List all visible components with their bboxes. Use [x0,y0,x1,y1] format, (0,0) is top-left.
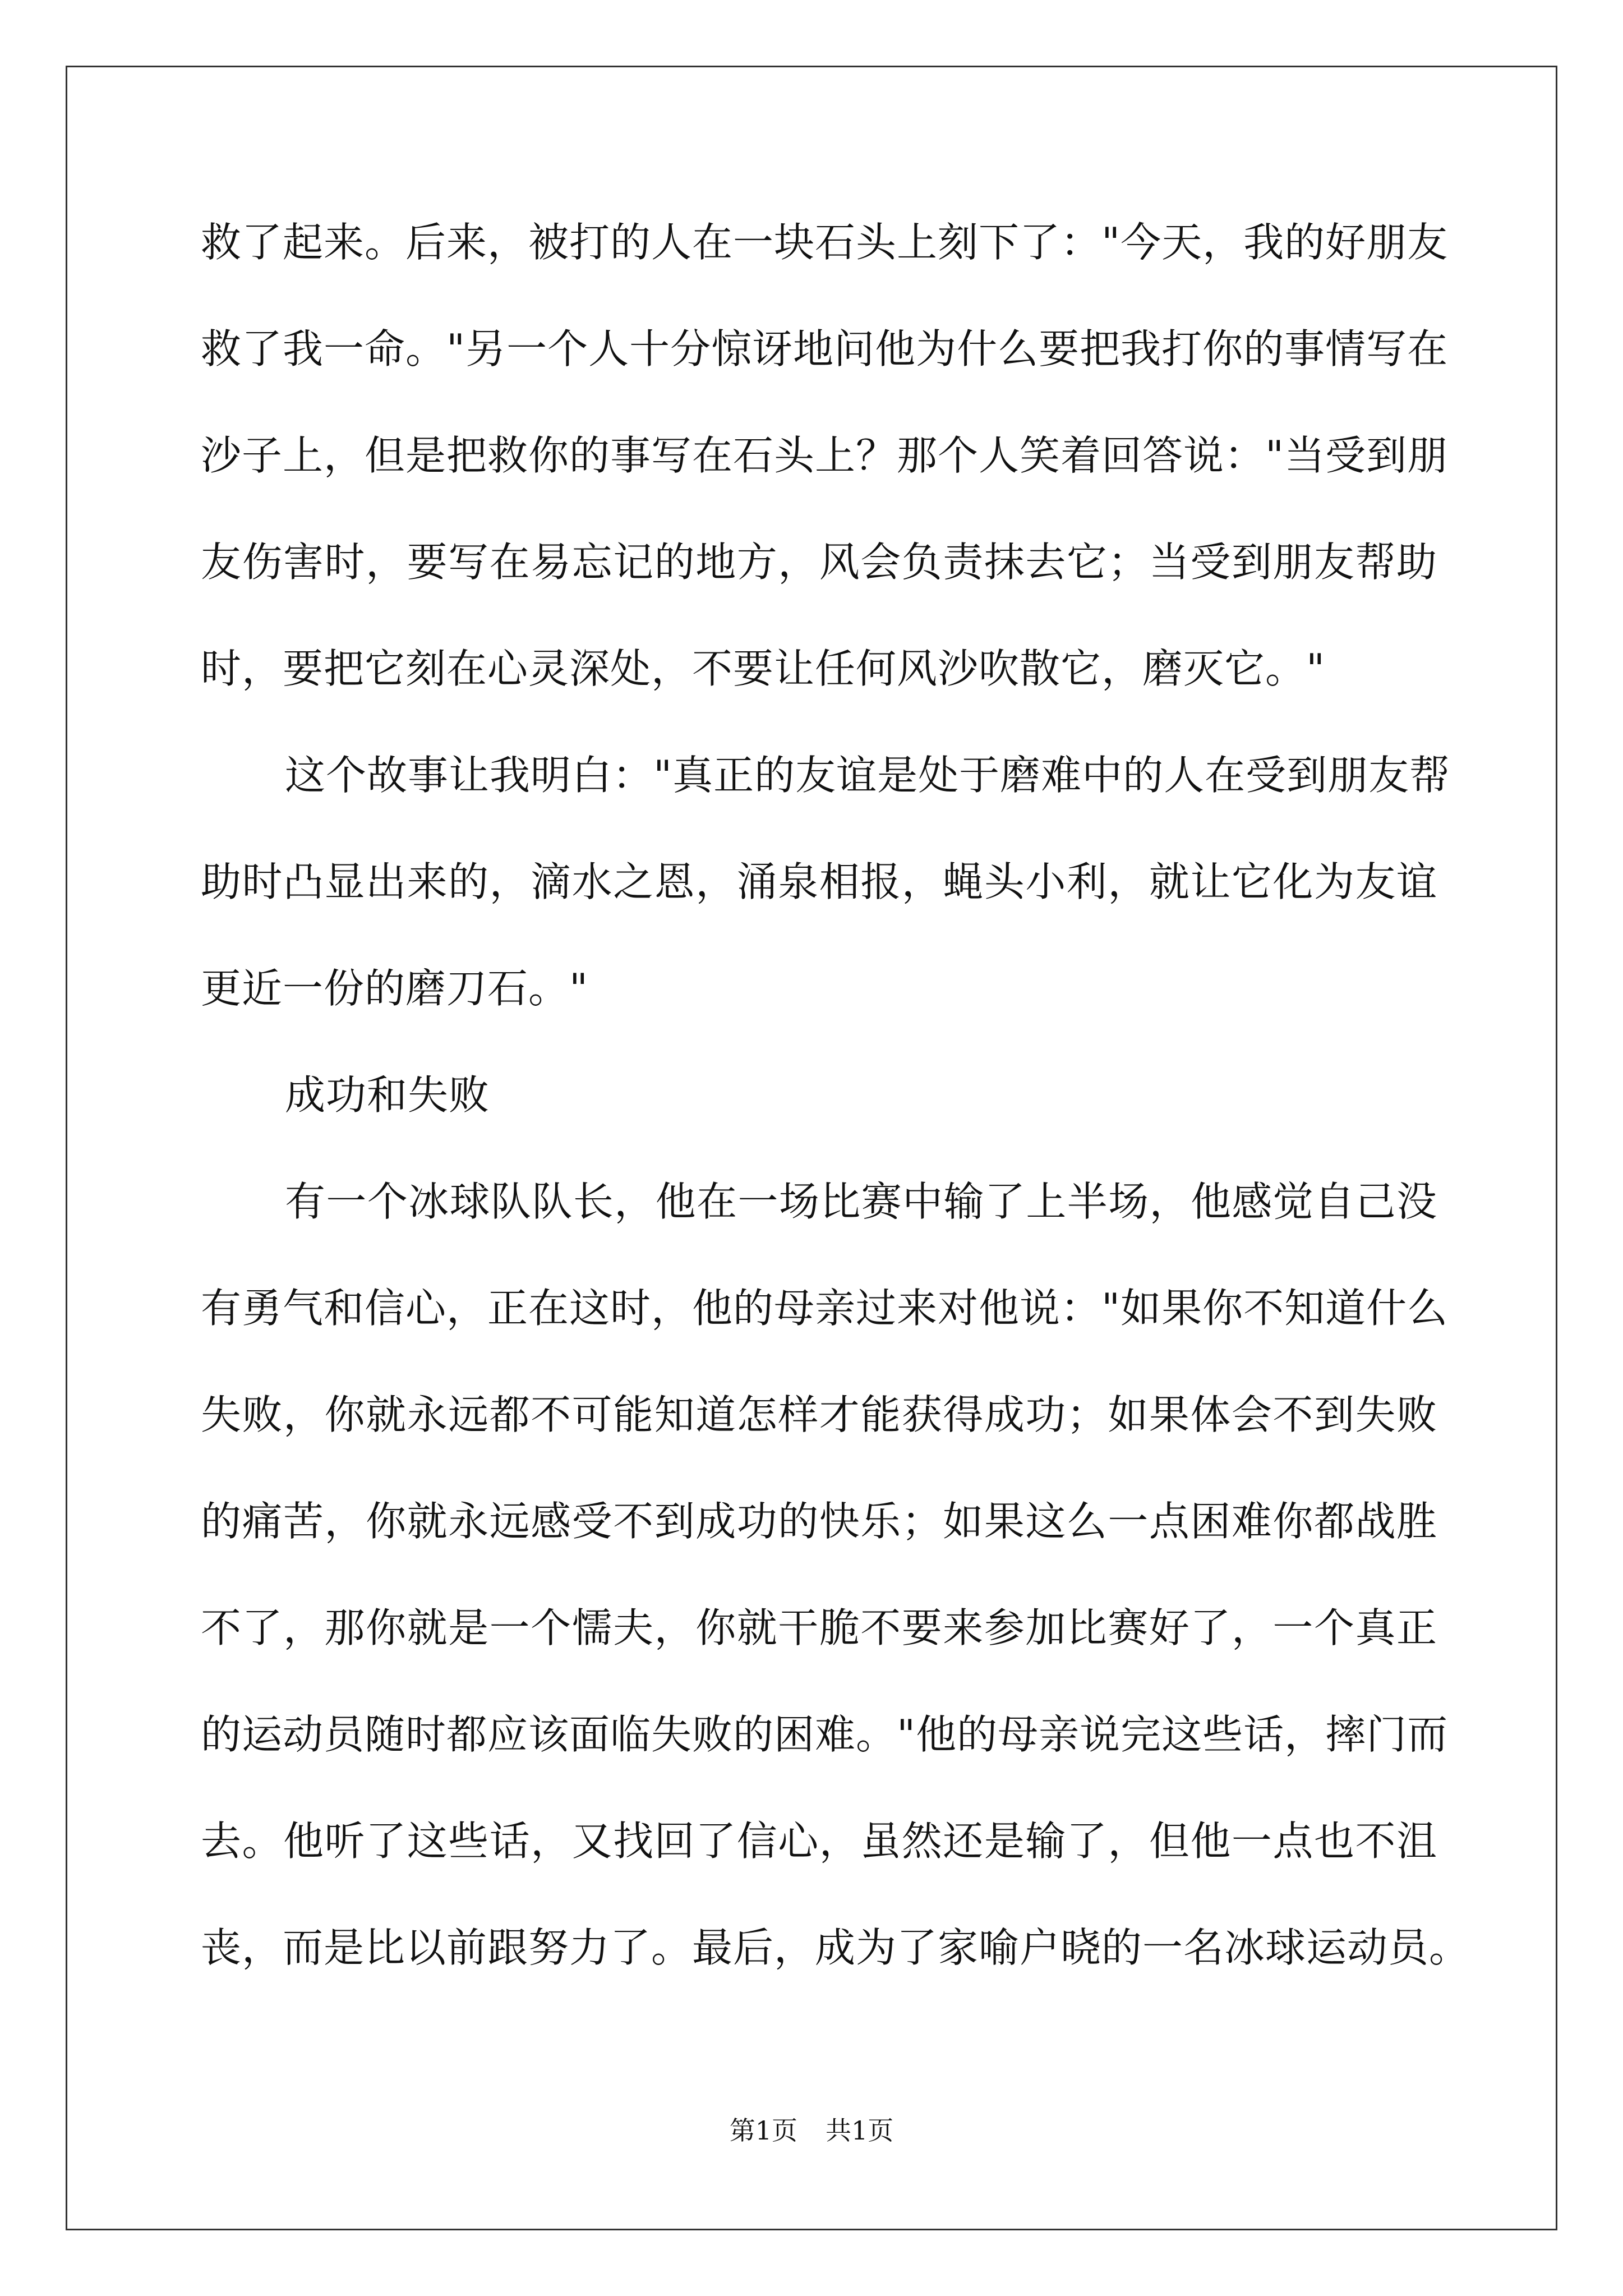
document-body [201,214,1470,2026]
paragraph-4-line-5: 不了，那你就是一个懦夫，你就干脆不要来参加比赛好了，一个真正 [201,1604,1437,1651]
section-heading: 成功和失败 [285,1071,490,1119]
paragraph-4-line-8: 丧，而是比以前跟努力了。最后，成为了家喻户晓的一名冰球运动员。 [201,1924,1470,1971]
paragraph-4-line-3: 失败，你就永远都不可能知道怎样才能获得成功；如果体会不到失败 [201,1391,1437,1438]
paragraph-1-line-4: 友伤害时，要写在易忘记的地方，风会负责抹去它；当受到朋友帮助 [201,539,1437,586]
paragraph-1-line-3: 沙子上，但是把救你的事写在石头上？那个人笑着回答说："当受到朋 [201,432,1449,479]
paragraph-1-line-1: 救了起来。后来，被打的人在一块石头上刻下了："今天，我的好朋友 [201,219,1449,266]
paragraph-2-line-2: 助时凸显出来的，滴水之恩，涌泉相报，蝇头小利，就让它化为友谊 [201,858,1437,905]
paragraph-1-line-5: 时，要把它刻在心灵深处，不要让任何风沙吹散它，磨灭它。" [201,645,1326,692]
page-total: 共1页 [826,2115,894,2146]
paragraph-4-line-1: 有一个冰球队队长，他在一场比赛中输了上半场，他感觉自己没 [285,1178,1437,1225]
page-footer [0,2114,1623,2147]
paragraph-4-line-7: 去。他听了这些话，又找回了信心，虽然还是输了，但他一点也不沮 [201,1818,1437,1865]
paragraph-4-line-2: 有勇气和信心，正在这时，他的母亲过来对他说："如果你不知道什么 [201,1285,1449,1332]
paragraph-1-line-2: 救了我一命。"另一个人十分惊讶地问他为什么要把我打你的事情写在 [201,325,1449,372]
paragraph-4-line-6: 的运动员随时都应该面临失败的困难。"他的母亲说完这些话，摔门而 [201,1711,1449,1758]
page-number: 第1页 [729,2115,797,2146]
paragraph-2-line-3: 更近一份的磨刀石。" [201,965,589,1012]
paragraph-2-line-1: 这个故事让我明白："真正的友谊是处于磨难中的人在受到朋友帮 [285,752,1451,799]
paragraph-4-line-4: 的痛苦，你就永远感受不到成功的快乐；如果这么一点困难你都战胜 [201,1498,1437,1545]
